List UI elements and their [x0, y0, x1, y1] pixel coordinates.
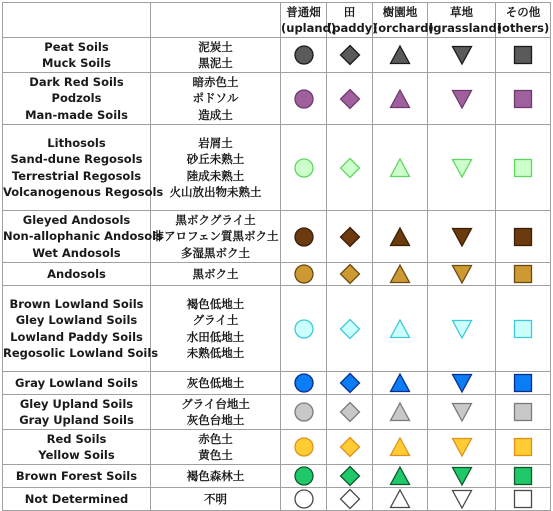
triangle-up-icon — [389, 263, 411, 285]
triangle-down-marker — [452, 468, 471, 486]
symbol-cell-circle — [281, 372, 327, 395]
triangle-down-marker — [452, 228, 471, 246]
triangle-up-marker — [391, 265, 410, 283]
circle-icon — [293, 44, 315, 66]
symbol-cell-triangle-up — [373, 488, 428, 511]
soil-name-ja-line: 黄色土 — [198, 448, 233, 462]
circle-marker — [295, 159, 313, 177]
soil-row — [3, 372, 551, 395]
soil-name-ja — [151, 465, 281, 488]
square-icon — [512, 436, 534, 458]
header-label-en: (orchard) — [373, 21, 434, 35]
header-row — [3, 3, 551, 38]
soil-name-en-line: Not Determined — [24, 491, 129, 506]
symbol-cell-diamond — [327, 38, 373, 73]
soil-row — [3, 73, 551, 125]
symbol-cell-circle — [281, 430, 327, 465]
soil-name-ja-line: 水田低地土 — [186, 329, 245, 344]
triangle-down-marker — [452, 491, 471, 509]
symbol-cell-triangle-down — [428, 372, 496, 395]
soil-name-ja — [151, 430, 281, 465]
soil-row — [3, 430, 551, 465]
symbol-cell-circle — [281, 488, 327, 511]
symbol-cell-square — [496, 395, 551, 430]
circle-icon — [293, 157, 315, 179]
diamond-icon — [339, 157, 361, 179]
circle-icon — [293, 401, 315, 423]
soil-name-en-line: Terrestrial Regosols — [11, 168, 142, 183]
triangle-up-marker — [391, 438, 410, 456]
soil-name-ja — [151, 286, 281, 372]
circle-icon — [293, 488, 315, 510]
symbol-cell-triangle-down — [428, 211, 496, 263]
triangle-up-icon — [389, 436, 411, 458]
symbol-cell-diamond — [327, 465, 373, 488]
square-marker — [515, 47, 532, 64]
diamond-marker — [340, 319, 359, 338]
diamond-marker — [340, 227, 359, 246]
symbol-cell-triangle-up — [373, 211, 428, 263]
soil-name-en-line: Brown Lowland Soils — [9, 296, 144, 311]
triangle-down-marker — [452, 90, 471, 108]
triangle-up-icon — [389, 318, 411, 340]
circle-marker — [295, 228, 313, 246]
triangle-down-icon — [451, 44, 473, 66]
soil-name-en-line: Red Soils — [46, 431, 107, 446]
soil-name-ja-line: 褐色森林土 — [186, 468, 245, 483]
circle-icon — [293, 372, 315, 394]
square-icon — [512, 318, 534, 340]
soil-row — [3, 395, 551, 430]
soil-row — [3, 38, 551, 73]
triangle-down-icon — [451, 263, 473, 285]
soil-name-en-line: Peat Soils — [44, 39, 109, 54]
symbol-cell-diamond — [327, 125, 373, 211]
symbol-cell-circle — [281, 73, 327, 125]
triangle-down-marker — [452, 320, 471, 338]
soil-name-en-line: Gray Lowland Soils — [15, 375, 138, 390]
symbol-cell-triangle-down — [428, 430, 496, 465]
triangle-up-marker — [391, 490, 410, 508]
soil-name-ja-line: 陸成未熟土 — [186, 168, 245, 183]
circle-icon — [293, 318, 315, 340]
circle-marker — [295, 46, 313, 64]
soil-name-ja — [151, 395, 281, 430]
symbol-cell-triangle-up — [373, 38, 428, 73]
symbol-cell-triangle-down — [428, 395, 496, 430]
soil-name-en — [3, 38, 151, 73]
soil-name-en-line: Podzols — [51, 91, 102, 106]
header-blank-en — [3, 3, 151, 38]
soil-name-en — [3, 430, 151, 465]
soil-name-en-line: Lowland Paddy Soils — [10, 329, 143, 344]
triangle-up-marker — [391, 374, 410, 392]
soil-name-en-line: Wet Andosols — [32, 245, 121, 260]
header-label-en: (grassland) — [428, 21, 502, 35]
soil-name-ja-line: 赤色土 — [198, 431, 233, 446]
soil-name-en-line: Lithosols — [47, 135, 106, 150]
diamond-icon — [339, 44, 361, 66]
symbol-cell-circle — [281, 38, 327, 73]
triangle-up-icon — [389, 401, 411, 423]
soil-name-ja-line: 灰色低地土 — [186, 375, 245, 390]
header-label-ja: 樹園地 — [382, 4, 418, 19]
header-grassland — [428, 3, 502, 38]
square-icon — [512, 88, 534, 110]
diamond-icon — [339, 436, 361, 458]
soil-name-ja-line: 黒ボクグライ土 — [175, 212, 256, 227]
circle-marker — [295, 403, 313, 421]
symbol-cell-triangle-down — [428, 263, 496, 286]
soil-name-en-line: Volcanogenous Regosols — [3, 185, 164, 199]
soil-name-en-line: Brown Forest Soils — [15, 468, 138, 483]
header-label-ja: 普通畑 — [286, 4, 321, 19]
circle-marker — [295, 467, 313, 485]
triangle-up-icon — [389, 88, 411, 110]
triangle-down-marker — [452, 47, 471, 65]
symbol-cell-square — [496, 38, 551, 73]
square-marker — [515, 90, 532, 107]
symbol-cell-triangle-up — [373, 125, 428, 211]
soil-name-en — [3, 488, 151, 511]
header-label-ja: 草地 — [450, 4, 473, 19]
triangle-up-icon — [389, 488, 411, 510]
symbol-cell-diamond — [327, 263, 373, 286]
triangle-down-icon — [451, 157, 473, 179]
triangle-up-marker — [391, 159, 410, 177]
soil-name-ja-line: ポドソル — [192, 91, 239, 106]
square-icon — [512, 465, 534, 487]
symbol-cell-triangle-down — [428, 125, 496, 211]
symbol-cell-diamond — [327, 286, 373, 372]
symbol-cell-diamond — [327, 73, 373, 125]
square-marker — [515, 266, 532, 283]
triangle-up-icon — [389, 465, 411, 487]
triangle-down-icon — [451, 318, 473, 340]
soil-name-ja-line: 暗赤色土 — [192, 74, 239, 89]
symbol-cell-circle — [281, 125, 327, 211]
symbol-cell-triangle-down — [428, 38, 496, 73]
circle-marker — [295, 490, 313, 508]
soil-name-ja-line: 砂丘未熟土 — [186, 152, 245, 166]
header-others — [496, 3, 551, 38]
symbol-cell-square — [496, 263, 551, 286]
soil-name-en-line: Yellow Soils — [38, 448, 115, 462]
soil-name-en-line: Andosols — [47, 266, 106, 281]
soil-name-en-line: Muck Soils — [41, 56, 111, 70]
soil-row — [3, 263, 551, 286]
square-marker — [515, 439, 532, 456]
soil-name-ja — [151, 73, 281, 125]
symbol-cell-triangle-up — [373, 430, 428, 465]
triangle-down-icon — [451, 401, 473, 423]
circle-icon — [293, 465, 315, 487]
symbol-cell-diamond — [327, 488, 373, 511]
header-orchard — [373, 3, 434, 38]
symbol-cell-circle — [281, 263, 327, 286]
diamond-marker — [340, 46, 359, 65]
square-marker — [515, 491, 532, 508]
symbol-cell-square — [496, 372, 551, 395]
triangle-up-icon — [389, 157, 411, 179]
symbol-cell-square — [496, 73, 551, 125]
triangle-down-marker — [452, 266, 471, 284]
soil-name-en-line: Non-allophanic Andosols — [3, 229, 163, 244]
diamond-icon — [339, 226, 361, 248]
diamond-marker — [340, 265, 359, 284]
symbol-cell-triangle-down — [428, 286, 496, 372]
diamond-icon — [339, 372, 361, 394]
diamond-icon — [339, 465, 361, 487]
triangle-up-marker — [391, 320, 410, 338]
symbol-cell-triangle-up — [373, 73, 428, 125]
header-upland — [281, 3, 337, 38]
circle-icon — [293, 88, 315, 110]
header-paddy — [327, 3, 378, 38]
soil-name-en-line: Gley Lowland Soils — [15, 313, 138, 327]
symbol-cell-diamond — [327, 430, 373, 465]
triangle-down-marker — [452, 375, 471, 393]
soil-name-ja — [151, 125, 281, 211]
square-marker — [515, 375, 532, 392]
diamond-marker — [340, 374, 359, 393]
soil-name-ja-line: 火山放出物未熟土 — [169, 185, 262, 199]
circle-icon — [293, 226, 315, 248]
triangle-up-marker — [391, 467, 410, 485]
symbol-cell-circle — [281, 395, 327, 430]
circle-icon — [293, 263, 315, 285]
circle-marker — [295, 320, 313, 338]
triangle-up-marker — [391, 90, 410, 108]
header-blank-ja — [151, 3, 281, 38]
triangle-up-marker — [391, 46, 410, 64]
symbol-cell-triangle-down — [428, 73, 496, 125]
square-icon — [512, 401, 534, 423]
circle-marker — [295, 374, 313, 392]
square-marker — [515, 404, 532, 421]
triangle-down-marker — [452, 159, 471, 177]
soil-name-en — [3, 263, 151, 286]
header-label-ja: 田 — [343, 4, 356, 19]
soil-name-en — [3, 73, 151, 125]
symbol-cell-triangle-up — [373, 395, 428, 430]
square-icon — [512, 44, 534, 66]
square-marker — [515, 468, 532, 485]
soil-name-ja-line: 多湿黒ボク土 — [181, 245, 250, 260]
diamond-marker — [340, 490, 359, 509]
soil-name-ja-line: 非アロフェン質黒ボク土 — [152, 229, 279, 244]
circle-icon — [293, 436, 315, 458]
soil-name-ja — [151, 38, 281, 73]
soil-name-en-line: Gray Upland Soils — [19, 413, 134, 427]
soil-row — [3, 465, 551, 488]
triangle-down-icon — [451, 465, 473, 487]
diamond-marker — [340, 158, 359, 177]
soil-row — [3, 125, 551, 211]
soil-name-en-line: Gley Upland Soils — [19, 396, 134, 411]
symbol-cell-circle — [281, 211, 327, 263]
soil-name-en — [3, 465, 151, 488]
header-label-ja: その他 — [505, 4, 541, 19]
symbol-cell-diamond — [327, 211, 373, 263]
symbol-cell-square — [496, 211, 551, 263]
triangle-down-marker — [452, 439, 471, 457]
soil-row — [3, 286, 551, 372]
soil-name-ja-line: 不明 — [204, 491, 227, 506]
diamond-marker — [340, 438, 359, 457]
symbol-cell-diamond — [327, 372, 373, 395]
triangle-up-icon — [389, 44, 411, 66]
symbol-cell-triangle-up — [373, 263, 428, 286]
triangle-up-marker — [391, 228, 410, 246]
triangle-down-icon — [451, 226, 473, 248]
soil-name-en-line: Gleyed Andosols — [22, 212, 131, 227]
soil-name-ja — [151, 488, 281, 511]
diamond-marker — [340, 403, 359, 422]
symbol-cell-square — [496, 430, 551, 465]
soil-name-en-line: Man-made Soils — [25, 107, 128, 122]
circle-marker — [295, 90, 313, 108]
square-marker — [515, 228, 532, 245]
square-marker — [515, 320, 532, 337]
soil-name-ja-line: 黒泥土 — [198, 56, 233, 70]
triangle-up-marker — [391, 403, 410, 421]
diamond-marker — [340, 89, 359, 108]
square-icon — [512, 488, 534, 510]
soil-name-en — [3, 286, 159, 372]
header-label-en: (others) — [496, 21, 550, 35]
square-icon — [512, 263, 534, 285]
symbol-cell-square — [496, 488, 551, 511]
triangle-down-icon — [451, 372, 473, 394]
soil-name-ja — [151, 372, 281, 395]
soil-name-ja-line: 灰色台地土 — [186, 413, 245, 427]
square-icon — [512, 157, 534, 179]
soil-legend-table — [2, 2, 551, 511]
triangle-up-icon — [389, 372, 411, 394]
circle-marker — [295, 438, 313, 456]
diamond-icon — [339, 401, 361, 423]
soil-name-en-line: Regosolic Lowland Soils — [3, 346, 159, 360]
soil-name-ja-line: 造成土 — [198, 107, 233, 122]
soil-name-ja — [151, 263, 281, 286]
legend-body — [3, 38, 551, 511]
symbol-cell-triangle-up — [373, 465, 428, 488]
soil-row — [3, 211, 551, 263]
symbol-cell-circle — [281, 286, 327, 372]
symbol-cell-diamond — [327, 395, 373, 430]
header-label-en: (paddy) — [327, 21, 378, 35]
symbol-cell-triangle-down — [428, 488, 496, 511]
square-icon — [512, 226, 534, 248]
diamond-icon — [339, 488, 361, 510]
soil-name-ja-line: 泥炭土 — [198, 39, 233, 54]
diamond-icon — [339, 318, 361, 340]
soil-name-ja-line: 褐色低地土 — [186, 296, 245, 311]
soil-name-en — [3, 372, 151, 395]
symbol-cell-circle — [281, 465, 327, 488]
symbol-cell-triangle-up — [373, 372, 428, 395]
soil-name-en — [3, 211, 163, 263]
soil-name-ja — [151, 211, 281, 263]
triangle-down-icon — [451, 436, 473, 458]
soil-name-en — [3, 125, 164, 211]
header-label-en: (upland) — [281, 21, 337, 35]
soil-name-ja-line: 未熟低地土 — [186, 346, 245, 360]
soil-row — [3, 488, 551, 511]
diamond-icon — [339, 263, 361, 285]
diamond-marker — [340, 467, 359, 486]
symbol-cell-triangle-up — [373, 286, 428, 372]
symbol-cell-square — [496, 286, 551, 372]
circle-marker — [295, 265, 313, 283]
soil-name-en-line: Sand-dune Regosols — [10, 152, 143, 166]
soil-name-ja-line: グライ土 — [192, 313, 239, 327]
soil-name-en — [3, 395, 151, 430]
soil-name-en-line: Dark Red Soils — [29, 74, 124, 89]
triangle-down-marker — [452, 404, 471, 422]
symbol-cell-square — [496, 125, 551, 211]
soil-name-ja-line: 岩屑土 — [198, 135, 233, 150]
soil-name-ja-line: グライ台地土 — [181, 396, 250, 411]
symbol-cell-triangle-down — [428, 465, 496, 488]
triangle-down-icon — [451, 488, 473, 510]
square-marker — [515, 159, 532, 176]
triangle-up-icon — [389, 226, 411, 248]
symbol-cell-square — [496, 465, 551, 488]
square-icon — [512, 372, 534, 394]
diamond-icon — [339, 88, 361, 110]
triangle-down-icon — [451, 88, 473, 110]
soil-name-ja-line: 黒ボク土 — [192, 266, 239, 281]
